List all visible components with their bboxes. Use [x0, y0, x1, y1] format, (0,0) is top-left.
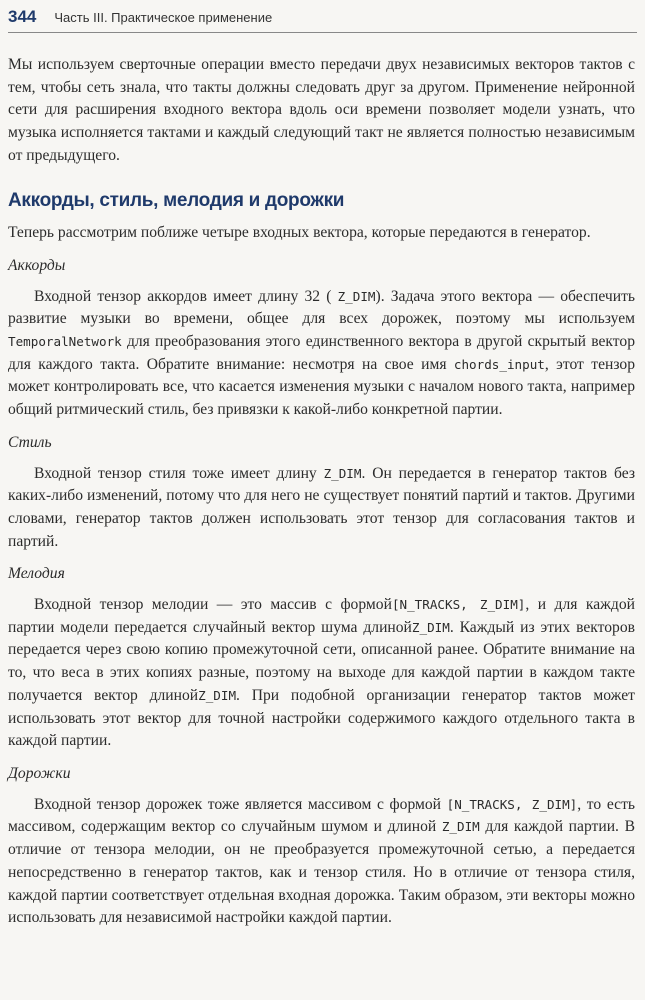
text-span: . Каждый из этих векторов передается через свою копию промежуточной сети, описанной ранее. Обратите внимание на то, что веса в этих копиях разные, поэтому на выходе для каждой партии в каждом такте получается вектор длиной — [8, 618, 635, 704]
text-span: , и для каждой партии модели передается случайный вектор шума длиной — [8, 596, 635, 636]
code-span: Z_DIM — [198, 687, 237, 703]
text-span: ). Задача этого вектора — обеспечить развитие музыки во времени, общее для всех дорожек, поэтому мы используем — [8, 287, 635, 328]
code-span: chords_input — [453, 356, 545, 372]
text-span: . При подобной организации генератор тактов может использовать этот вектор для точной настройки содержимого каждого отдельного такта в каждой партии. — [8, 686, 635, 750]
header-divider — [8, 32, 637, 33]
code-span: [N_TRACKS, Z_DIM] — [446, 796, 578, 812]
subheading-tracks: Дорожки — [8, 764, 71, 782]
text-span: , то есть массивом, содержащим вектор со случайным шумом и длиной — [8, 795, 635, 836]
subheading-melody: Мелодия — [8, 565, 65, 583]
code-span: Z_DIM — [411, 619, 450, 635]
code-span: [N_TRACKS, Z_DIM] — [391, 597, 526, 613]
text-span: Входной тензор аккордов имеет длину 32 ( — [34, 287, 338, 305]
text-span: Входной тензор мелодии — это массив с формой — [34, 596, 392, 614]
page-number: 344 — [8, 7, 37, 26]
section-lead-paragraph: Теперь рассмотрим поближе четыре входных вектора, которые передаются в генератор. — [8, 224, 591, 242]
page-header — [8, 2, 637, 32]
page-body — [8, 54, 635, 930]
tracks-paragraph — [8, 794, 635, 930]
chords-paragraph — [8, 286, 635, 422]
text-span: , этот тензор может контролировать все, что касается изменения музыки с началом нового такта, например общий ритмический стиль, без привязки к какой-либо конкретной партии. — [8, 355, 635, 419]
intro-paragraph: Мы используем сверточные операции вместо передачи двух независимых векторов тактов с тем, чтобы сеть знала, что такты должны следовать друг за другом. Применение нейронной сети для расширения входного вектора вдоль оси времени позволяет модели узнать, что музыка исполняется тактами и каждый следующий такт не является полностью независимым от предыдущего. — [8, 56, 635, 164]
code-span: Z_DIM — [323, 465, 362, 481]
subheading-style: Стиль — [8, 433, 52, 451]
text-span: для каждой партии. В отличие от тензора мелодии, он не преобразуется промежуточной сетью, а передается непосредственно в генератор тактов, как и тензор стиля. Но в отличие от тензора стиля, каждой партии соответствует отдельная входная дорожка. Таким образом, эти векторы можно использовать для независимой настройки каждой партии. — [8, 818, 635, 927]
text-span: для преобразования этого единственного вектора в другой скрытый вектор для каждого такта. Обратите внимание: несмотря на свое имя — [8, 333, 635, 373]
running-head: Часть III. Практическое применение — [54, 9, 273, 25]
subheading-chords: Аккорды — [8, 256, 66, 274]
code-span: Z_DIM — [441, 819, 480, 835]
style-paragraph — [8, 463, 635, 554]
code-span: TemporalNetwork — [8, 334, 122, 350]
text-span: Входной тензор стиля тоже имеет длину — [34, 464, 324, 482]
code-span: Z_DIM — [337, 288, 376, 304]
text-span: . Он передается в генератор тактов без каких-либо изменений, потому что для него не существует понятий партий и тактов. Другими словами, генератор тактов должен использовать этот тензор для согласования тактов и партий. — [8, 464, 635, 550]
section-heading: Аккорды, стиль, мелодия и дорожки — [8, 189, 345, 211]
melody-paragraph — [8, 594, 635, 753]
text-span: Входной тензор дорожек тоже является массивом с формой — [34, 795, 447, 813]
